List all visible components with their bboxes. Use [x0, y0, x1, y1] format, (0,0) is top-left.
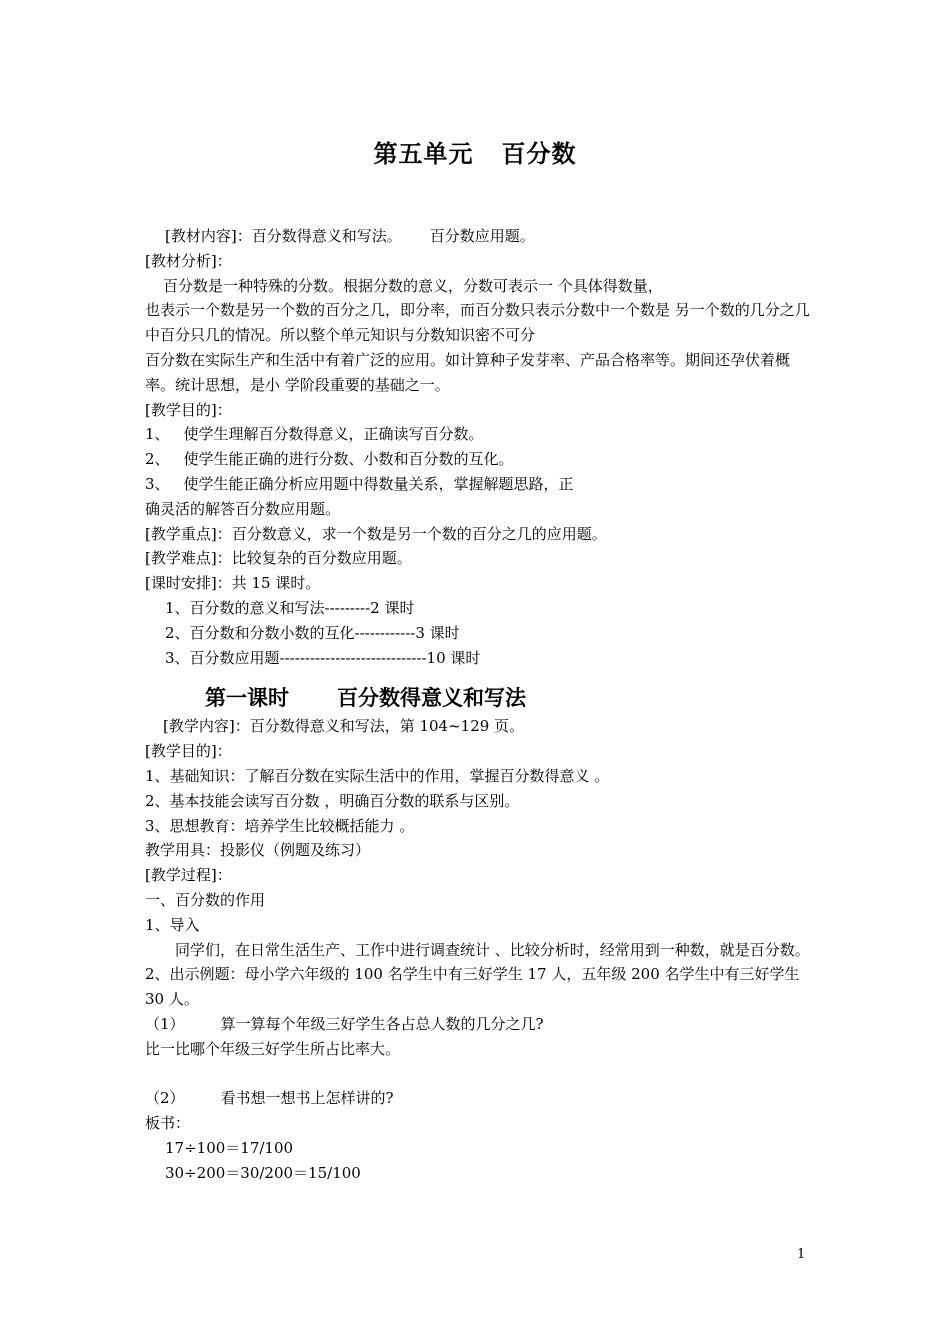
- schedule-item-1: 1、百分数的意义和写法---------2 课时: [165, 598, 415, 617]
- key-point: [教学重点]：百分数意义，求一个数是另一个数的百分之几的应用题。: [145, 524, 607, 543]
- process-label: [教学过程]：: [145, 866, 232, 885]
- lesson-title: 第一课时 百分数得意义和写法: [205, 686, 526, 711]
- material-content: [教材内容]：百分数得意义和写法。 百分数应用题。: [165, 227, 535, 245]
- teaching-tools: 教学用具：投影仪（例题及练习）: [145, 841, 371, 860]
- unit-title-number: 第五单元: [373, 140, 474, 168]
- unit-title: [0, 134, 950, 169]
- schedule: [课时安排]：共 15 课时。: [145, 574, 321, 593]
- lesson-goals-label: [教学目的]：: [145, 742, 232, 761]
- page-number: 1: [797, 1247, 806, 1262]
- board-label: 板书：: [145, 1114, 191, 1133]
- equation-2: 30÷200＝30/200＝15/100: [165, 1163, 361, 1182]
- unit-title-topic: 百分数: [501, 140, 577, 168]
- analysis-paragraph-1: 百分数是一种特殊的分数。根据分数的意义，分数可表示一 个具体得数量，: [163, 276, 663, 295]
- difficulty: [教学难点]：比较复杂的百分数应用题。: [145, 549, 412, 568]
- goal-1: 1、 使学生理解百分数得意义，正确读写百分数。: [145, 425, 484, 444]
- document-body: [145, 224, 810, 1185]
- goal-3-continued: 确灵活的解答百分数应用题。: [145, 499, 341, 518]
- step-2-example: 2、出示例题：母小学六年级的 100 名学生中有三好学生 17 人，五年级 200 名学生中有三好学生 30 人。: [145, 965, 800, 1009]
- question-2: （2） 看书想一想书上怎样讲的?: [145, 1089, 394, 1108]
- lesson-goal-1: 1、基础知识：了解百分数在实际生活中的作用，掌握百分数得意义 。: [145, 766, 610, 785]
- goal-2: 2、 使学生能正确的进行分数、小数和百分数的互化。: [145, 450, 514, 469]
- section-1-heading: 一、百分数的作用: [145, 890, 266, 909]
- teaching-goals-label: [教学目的]：: [145, 400, 232, 419]
- schedule-item-2: 2、百分数和分数小数的互化------------3 课时: [165, 623, 460, 642]
- analysis-paragraph-2: 也表示一个数是另一个数的百分之几，即分率，而百分数只表示分数中一个数是 另一个数的几分之几中百分只几的情况。所以整个单元知识与分数知识密不可分: [145, 301, 810, 345]
- material-analysis-label: [教材分析]：: [145, 251, 232, 270]
- question-1: （1） 算一算每个年级三好学生各占总人数的几分之几?: [145, 1014, 544, 1033]
- schedule-item-3: 3、百分数应用题-----------------------------10 课时: [165, 648, 481, 667]
- step-1-heading: 1、导入: [145, 915, 200, 934]
- question-1-continued: 比一比哪个年级三好学生所占比率大。: [145, 1039, 401, 1058]
- analysis-paragraph-3: 百分数在实际生产和生活中有着广泛的应用。如计算种子发芽率、产品合格率等。期间还孕伏着概率。统计思想，是小 学阶段重要的基础之一。: [145, 350, 791, 394]
- lesson-goal-3: 3、思想教育：培养学生比较概括能力 。: [145, 816, 415, 835]
- lesson-content: [教学内容]：百分数得意义和写法，第 104~129 页。: [163, 717, 525, 736]
- lesson-goal-2: 2、基本技能会读写百分数 ，明确百分数的联系与区别。: [145, 791, 520, 810]
- step-1-text: 同学们，在日常生活生产、工作中进行调查统计 、比较分析时，经常用到一种数，就是百分数。: [175, 940, 810, 959]
- equation-1: 17÷100＝17/100: [165, 1138, 294, 1157]
- goal-3: 3、 使学生能正确分析应用题中得数量关系，掌握解题思路，正: [145, 474, 574, 493]
